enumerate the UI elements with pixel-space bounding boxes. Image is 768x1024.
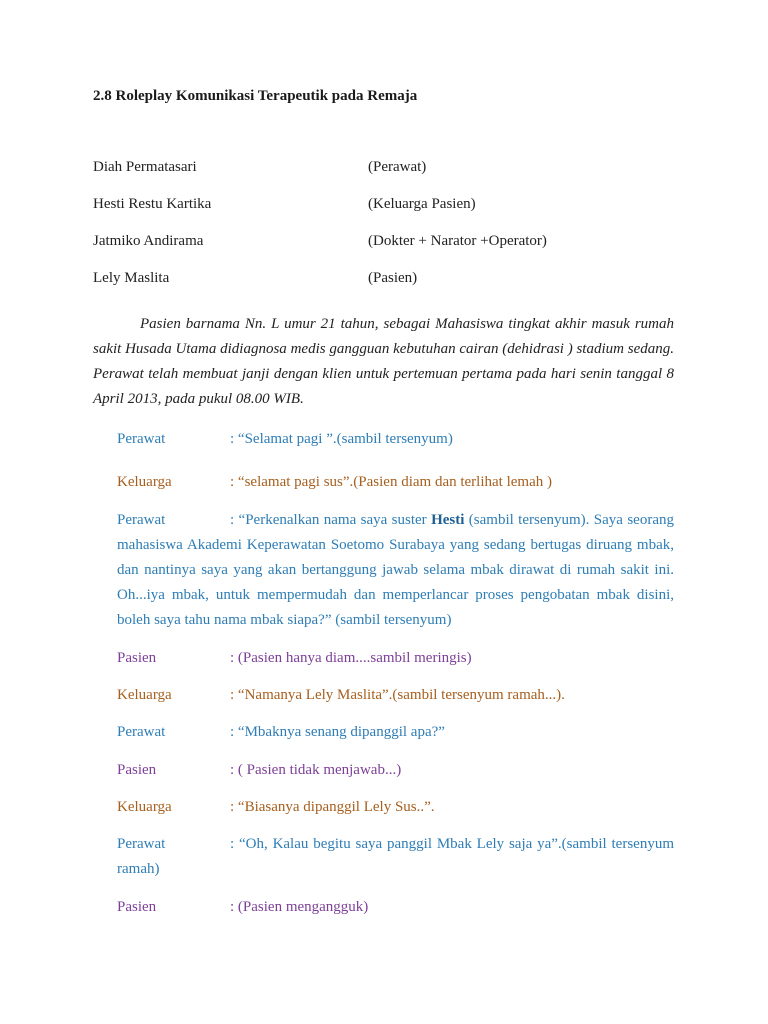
speaker-label: Keluarga [117,474,172,490]
dialogue-line [117,832,674,882]
section-heading: 2.8 Roleplay Komunikasi Terapeutik pada Remaja [93,88,418,104]
cast-role: (Perawat) [368,159,427,175]
dialogue-line [117,720,674,745]
dialogue-text: : “Mbaknya senang dipanggil apa?” [230,724,445,740]
speaker-label: Perawat [117,836,166,852]
speaker-label: Pasien [117,762,157,778]
dialogue-text: : ( Pasien tidak menjawab...) [230,762,402,778]
dialogue-text-part: (sambil tersenyum). Saya seorang mahasiswa Akademi Keperawatan Soetomo Surabaya yang sedang bertugas diruang mbak, dan nantinya saya yang akan bertanggung jawab selama mbak dirawat di rumah sakit ini. Oh...iya mbak, untuk mempermudah dan memperlancar proses pengobatan mbak disini, boleh saya tahu nama mbak siapa?” (sambil tersenyum) [117,512,674,628]
dialogue-line [117,758,674,783]
cast-name: Lely Maslita [93,270,170,286]
dialogue-text: : “Selamat pagi ”.(sambil tersenyum) [230,431,453,447]
dialogue-text: : (Pasien mengangguk) [230,899,369,915]
dialogue-text-part: : “Perkenalkan nama saya suster [230,512,432,528]
dialogue-line [117,470,674,495]
dialogue-line [117,646,674,671]
narration-paragraph: Pasien barnama Nn. L umur 21 tahun, sebagai Mahasiswa tingkat akhir masuk rumah sakit Husada Utama didiagnosa medis gangguan kebutuhan cairan (dehidrasi ) stadium sedang. Perawat telah membuat janji dengan klien untuk pertemuan pertama pada hari senin tanggal 8 April 2013, pada pukul 08.00 WIB. [93,316,674,407]
dialogue-text: : “selamat pagi sus”.(Pasien diam dan terlihat lemah ) [230,474,552,490]
dialogue-text: : “Namanya Lely Maslita”.(sambil tersenyum ramah...). [230,687,565,703]
cast-role: (Pasien) [368,270,418,286]
cast-role: (Keluarga Pasien) [368,196,476,212]
dialogue-text: : “Biasanya dipanggil Lely Sus..”. [230,799,435,815]
dialogue-text: : (Pasien hanya diam....sambil meringis) [230,650,472,666]
dialogue-line [117,508,674,633]
speaker-label: Keluarga [117,799,172,815]
highlighted-name: Hesti [431,512,465,528]
dialogue-line [117,795,674,820]
dialogue-line [117,895,674,920]
dialogue-line [117,683,674,708]
speaker-label: Perawat [117,724,166,740]
dialogue-line [117,427,674,452]
speaker-label: Pasien [117,650,157,666]
speaker-label: Keluarga [117,687,172,703]
cast-name: Diah Permatasari [93,159,197,175]
speaker-label: Perawat [117,512,166,528]
dialogue-text: : “Oh, Kalau begitu saya panggil Mbak Lely saja ya”.(sambil tersenyum ramah) [117,836,674,877]
cast-name: Hesti Restu Kartika [93,196,212,212]
speaker-label: Pasien [117,899,157,915]
cast-role: (Dokter + Narator +Operator) [368,233,547,249]
speaker-label: Perawat [117,431,166,447]
dialogue-text [117,508,674,633]
cast-name: Jatmiko Andirama [93,233,204,249]
